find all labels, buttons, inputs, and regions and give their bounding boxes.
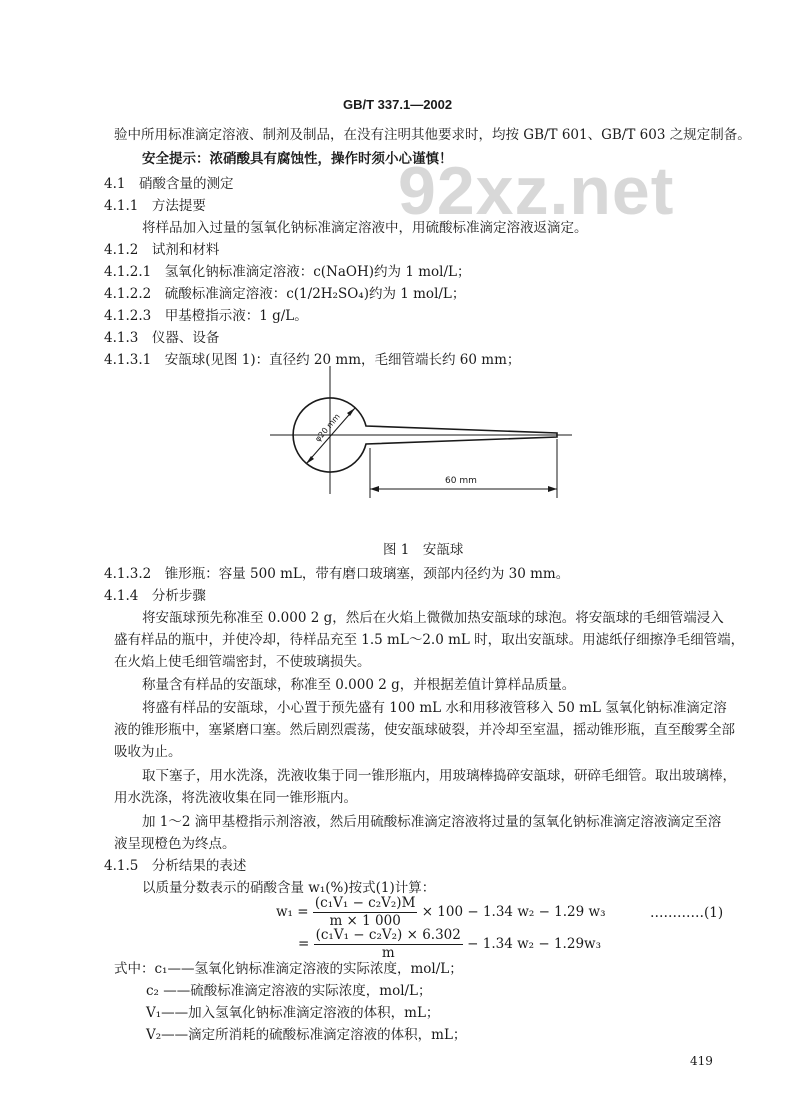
formula-tail-2: − 1.34 w₂ − 1.29w₃ [467, 936, 601, 952]
section-4-1-4: 4.1.4 分析步骤 [104, 588, 206, 604]
procedure-p1-line1: 将安瓿球预先称准至 0.000 2 g，然后在火焰上微微加热安瓿球的球泡。将安瓿球的毛细管端浸入 [142, 610, 724, 626]
section-4-1-3-1: 4.1.3.1 安瓿球(见图 1)：直径约 20 mm，毛细管端长约 60 mm； [104, 352, 521, 368]
ampoule-figure [270, 366, 580, 526]
procedure-p3-line2: 液的锥形瓶中，塞紧磨口塞。然后剧烈震荡，使安瓿球破裂，并冷却至室温，摇动锥形瓶，直至酸雾全部 [114, 722, 735, 738]
section-4-1-2-3: 4.1.2.3 甲基橙指示液：1 g/L。 [104, 308, 308, 324]
procedure-p1-line3: 在火焰上使毛细管端密封，不使玻璃损失。 [114, 654, 371, 670]
length-label: 60 mm [445, 476, 477, 486]
formula-number: …………(1) [650, 905, 724, 921]
diameter-arrow-top [347, 408, 355, 416]
procedure-p5-line2: 液呈现橙色为终点。 [114, 836, 236, 852]
method-summary: 将样品加入过量的氢氧化钠标准滴定溶液中，用硫酸标准滴定溶液返滴定。 [142, 220, 588, 236]
section-4-1-1: 4.1.1 方法提要 [104, 198, 206, 214]
procedure-p1-line2: 盛有样品的瓶中，并使冷却，待样品充至 1.5 mL～2.0 mL 时，取出安瓿球。用滤纸仔细擦净毛细管端， [114, 632, 745, 648]
procedure-p3-line1: 将盛有样品的安瓿球，小心置于预先盛有 100 mL 水和用移液管移入 50 mL 氢氧化钠标准滴定溶 [142, 700, 727, 716]
formula-lhs: w₁ = [276, 904, 309, 920]
section-4-1-2: 4.1.2 试剂和材料 [104, 242, 220, 258]
section-4-1: 4.1 硝酸含量的测定 [104, 176, 234, 192]
figure-caption: 图 1 安瓿球 [383, 542, 464, 558]
section-4-1-5: 4.1.5 分析结果的表述 [104, 858, 247, 874]
section-4-1-3-2: 4.1.3.2 锥形瓶：容量 500 mL，带有磨口玻璃塞，颈部内径约为 30 mm。 [104, 566, 570, 582]
procedure-p2: 称量含有样品的安瓿球，称准至 0.000 2 g，并根据差值计算样品质量。 [142, 677, 576, 693]
where-v1: V₁——加入氢氧化钠标准滴定溶液的体积，mL； [146, 1005, 440, 1021]
formula-numerator-1: (c₁V₁ − c₂V₂)M [314, 895, 416, 911]
results-intro: 以质量分数表示的硝酸含量 w₁(%)按式(1)计算： [142, 880, 436, 896]
section-4-1-2-2: 4.1.2.2 硫酸标准滴定溶液：c(1/2H₂SO₄)约为 1 mol/L； [104, 286, 466, 302]
formula-tail-1: × 100 − 1.34 w₂ − 1.29 w₃ [421, 904, 606, 920]
procedure-p5-line1: 加 1～2 滴甲基橙指示剂溶液，然后用硫酸标准滴定溶液将过量的氢氧化钠标准滴定溶液滴定至溶 [142, 814, 722, 830]
intro-text: 验中所用标准滴定溶液、制剂及制品，在没有注明其他要求时，均按 GB/T 601、GB/T 603 之规定制备。 [114, 127, 751, 143]
length-arrow-right [548, 486, 557, 492]
watermark: 92xz.net [398, 153, 675, 229]
page-header: GB/T 337.1—2002 [343, 97, 453, 112]
formula-denominator-2: m [381, 945, 395, 961]
where-c1: 式中：c₁——氢氧化钠标准滴定溶液的实际浓度，mol/L； [114, 961, 463, 977]
procedure-p3-line3: 吸收为止。 [114, 744, 182, 760]
safety-note: 安全提示：浓硝酸具有腐蚀性，操作时须小心谨慎！ [142, 151, 453, 167]
page-number: 419 [690, 1054, 713, 1068]
length-arrow-left [370, 486, 379, 492]
formula-fraction-2 [314, 927, 463, 962]
diameter-arrow-bottom [306, 456, 314, 464]
formula-fraction-1 [313, 895, 418, 930]
where-v2: V₂——滴定所消耗的硫酸标准滴定溶液的体积，mL； [146, 1027, 467, 1043]
formula-numerator-2: (c₁V₁ − c₂V₂) × 6.302 [315, 927, 461, 943]
formula-denominator-1: m × 1 000 [329, 913, 401, 929]
formula-equals: = [298, 936, 310, 952]
formula-line-2 [298, 927, 601, 962]
formula-line-1 [276, 895, 606, 930]
where-c2: c₂ ——硫酸标准滴定溶液的实际浓度，mol/L； [146, 983, 432, 999]
procedure-p4-line2: 用水洗涤，将洗液收集在同一锥形瓶内。 [114, 790, 357, 806]
procedure-p4-line1: 取下塞子，用水洗涤，洗液收集于同一锥形瓶内，用玻璃棒捣碎安瓿球，研碎毛细管。取出玻璃棒， [142, 768, 736, 784]
diameter-label: φ20 mm [313, 411, 342, 444]
section-4-1-2-1: 4.1.2.1 氢氧化钠标准滴定溶液：c(NaOH)约为 1 mol/L； [104, 264, 471, 280]
section-4-1-3: 4.1.3 仪器、设备 [104, 330, 220, 346]
